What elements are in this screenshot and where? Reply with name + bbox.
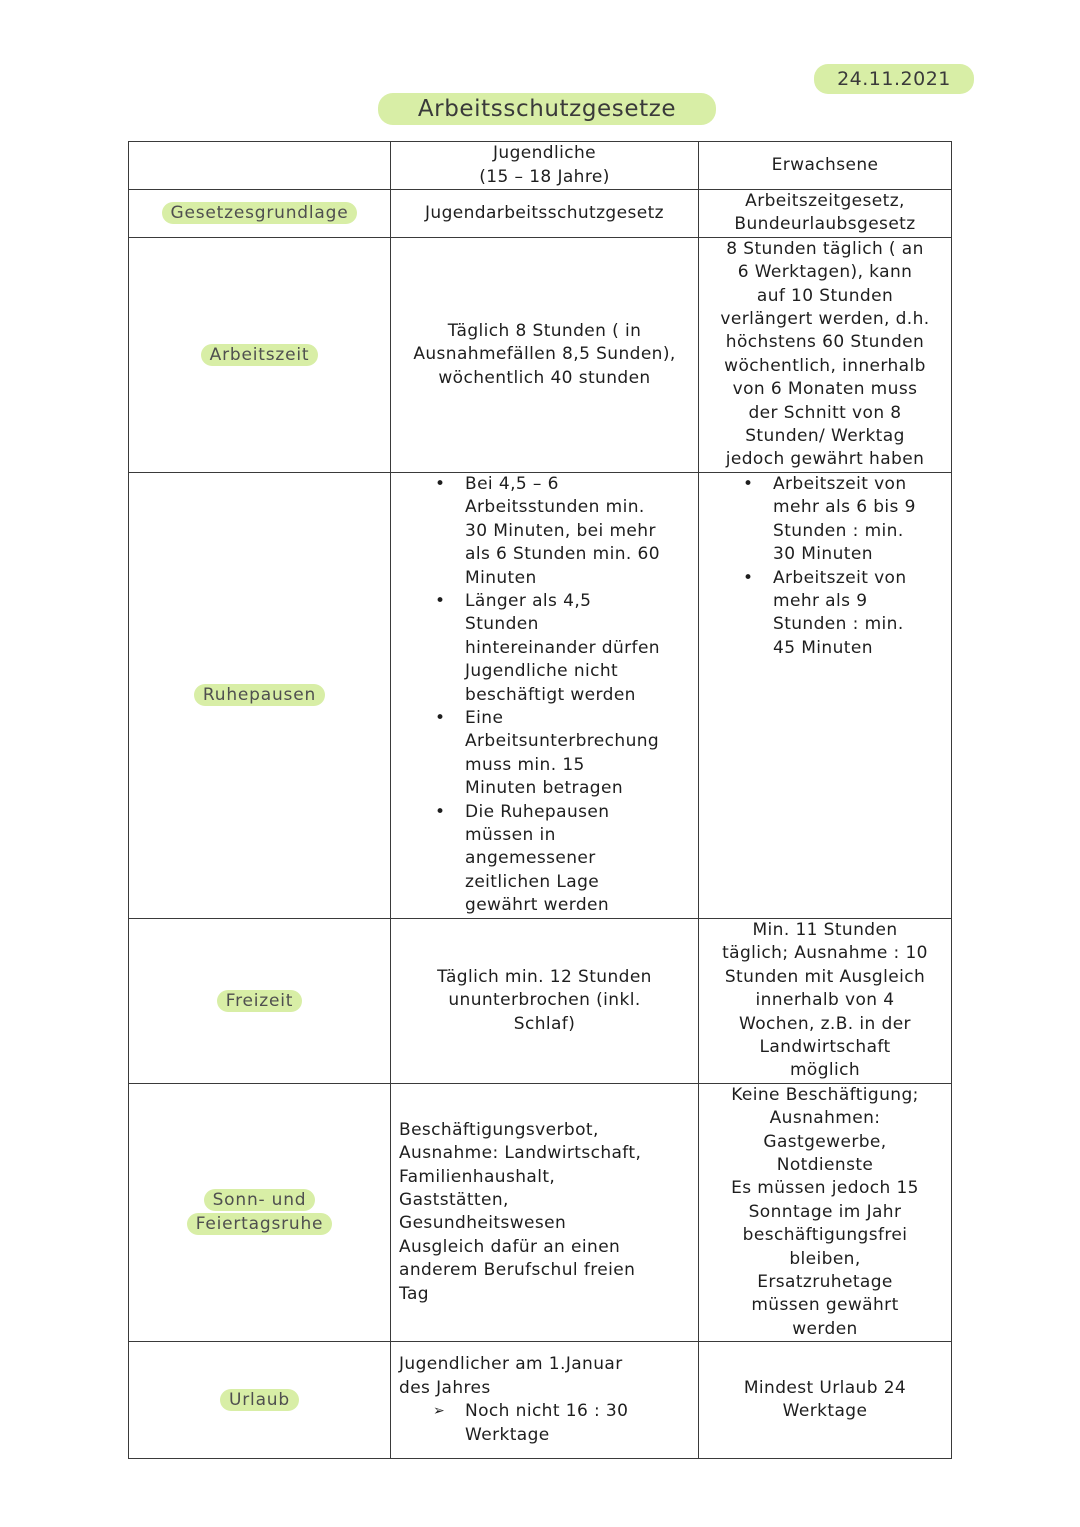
list-item: • Eine Arbeitsunterbrechung muss min. 15 Minuten betragen bbox=[465, 707, 690, 801]
row-label-urlaub: Urlaub bbox=[129, 1342, 391, 1459]
cell-jugend-sonn-feiertagsruhe: Beschäftigungsverbot, Ausnahme: Landwirtschaft, Familienhaushalt, Gaststätten, Gesundheitswesen Ausgleich dafür an einen anderem Berufschul freien Tag bbox=[391, 1083, 699, 1341]
cell-erw-gesetzesgrundlage: Arbeitszeitgesetz, Bundeurlaubsgesetz bbox=[699, 190, 952, 238]
list-item: • Die Ruhepausen müssen in angemessener zeitlichen Lage gewährt werden bbox=[465, 801, 690, 918]
header-empty-cell bbox=[129, 142, 391, 190]
row-label-ruhepausen: Ruhepausen bbox=[129, 472, 391, 918]
list-item: • Länger als 4,5 Stunden hintereinander dürfen Jugendliche nicht beschäftigt werden bbox=[465, 590, 690, 707]
ruhepausen-erw-list bbox=[707, 473, 943, 660]
table-row-gesetzesgrundlage bbox=[129, 190, 952, 238]
comparison-table bbox=[128, 141, 952, 1459]
cell-erw-ruhepausen bbox=[699, 472, 952, 918]
date-label: 24.11.2021 bbox=[814, 64, 974, 94]
table-header-row bbox=[129, 142, 952, 190]
row-label-freizeit: Freizeit bbox=[129, 918, 391, 1083]
cell-jugend-urlaub: Jugendlicher am 1.Januar des Jahres ➢ Noch nicht 16 : 30 Werktage bbox=[391, 1342, 699, 1459]
header-erwachsene: Erwachsene bbox=[699, 142, 952, 190]
table-row-arbeitszeit bbox=[129, 237, 952, 472]
cell-erw-arbeitszeit: 8 Stunden täglich ( an 6 Werktagen), kann auf 10 Stunden verlängert werden, d.h. höchstens 60 Stunden wöchentlich, innerhalb von 6 Monaten muss der Schnitt von 8 Stunden/ Werktag jedoch gewährt haben bbox=[699, 237, 952, 472]
table-row-ruhepausen bbox=[129, 472, 952, 918]
row-label-arbeitszeit: Arbeitszeit bbox=[129, 237, 391, 472]
row-label-sonn-feiertagsruhe: Sonn- und Feiertagsruhe bbox=[129, 1083, 391, 1341]
cell-jugend-gesetzesgrundlage: Jugendarbeitsschutzgesetz bbox=[391, 190, 699, 238]
urlaub-jugend-list bbox=[399, 1400, 690, 1447]
list-item: • Arbeitszeit von mehr als 9 Stunden : min. 45 Minuten bbox=[773, 567, 943, 661]
cell-erw-urlaub: Mindest Urlaub 24 Werktage bbox=[699, 1342, 952, 1459]
list-item: ➢ Noch nicht 16 : 30 Werktage bbox=[465, 1400, 690, 1447]
table-row-freizeit bbox=[129, 918, 952, 1083]
list-item: • Arbeitszeit von mehr als 6 bis 9 Stunden : min. 30 Minuten bbox=[773, 473, 943, 567]
header-jugendliche: Jugendliche (15 – 18 Jahre) bbox=[391, 142, 699, 190]
cell-erw-freizeit: Min. 11 Stunden täglich; Ausnahme : 10 Stunden mit Ausgleich innerhalb von 4 Wochen, z.B. in der Landwirtschaft möglich bbox=[699, 918, 952, 1083]
page-title: Arbeitsschutzgesetze bbox=[378, 93, 716, 125]
list-item: • Bei 4,5 – 6 Arbeitsstunden min. 30 Minuten, bei mehr als 6 Stunden min. 60 Minuten bbox=[465, 473, 690, 590]
table-row-urlaub bbox=[129, 1342, 952, 1459]
ruhepausen-jugend-list bbox=[399, 473, 690, 918]
cell-jugend-ruhepausen bbox=[391, 472, 699, 918]
row-label-gesetzesgrundlage: Gesetzesgrundlage bbox=[129, 190, 391, 238]
cell-jugend-freizeit: Täglich min. 12 Stunden ununterbrochen (inkl. Schlaf) bbox=[391, 918, 699, 1083]
cell-jugend-arbeitszeit: Täglich 8 Stunden ( in Ausnahmefällen 8,5 Sunden), wöchentlich 40 stunden bbox=[391, 237, 699, 472]
table-row-sonn-feiertagsruhe bbox=[129, 1083, 952, 1341]
cell-erw-sonn-feiertagsruhe: Keine Beschäftigung; Ausnahmen: Gastgewerbe, Notdienste Es müssen jedoch 15 Sonntage im Jahr beschäftigungsfrei bleiben, Ersatzruhetage müssen gewährt werden bbox=[699, 1083, 952, 1341]
